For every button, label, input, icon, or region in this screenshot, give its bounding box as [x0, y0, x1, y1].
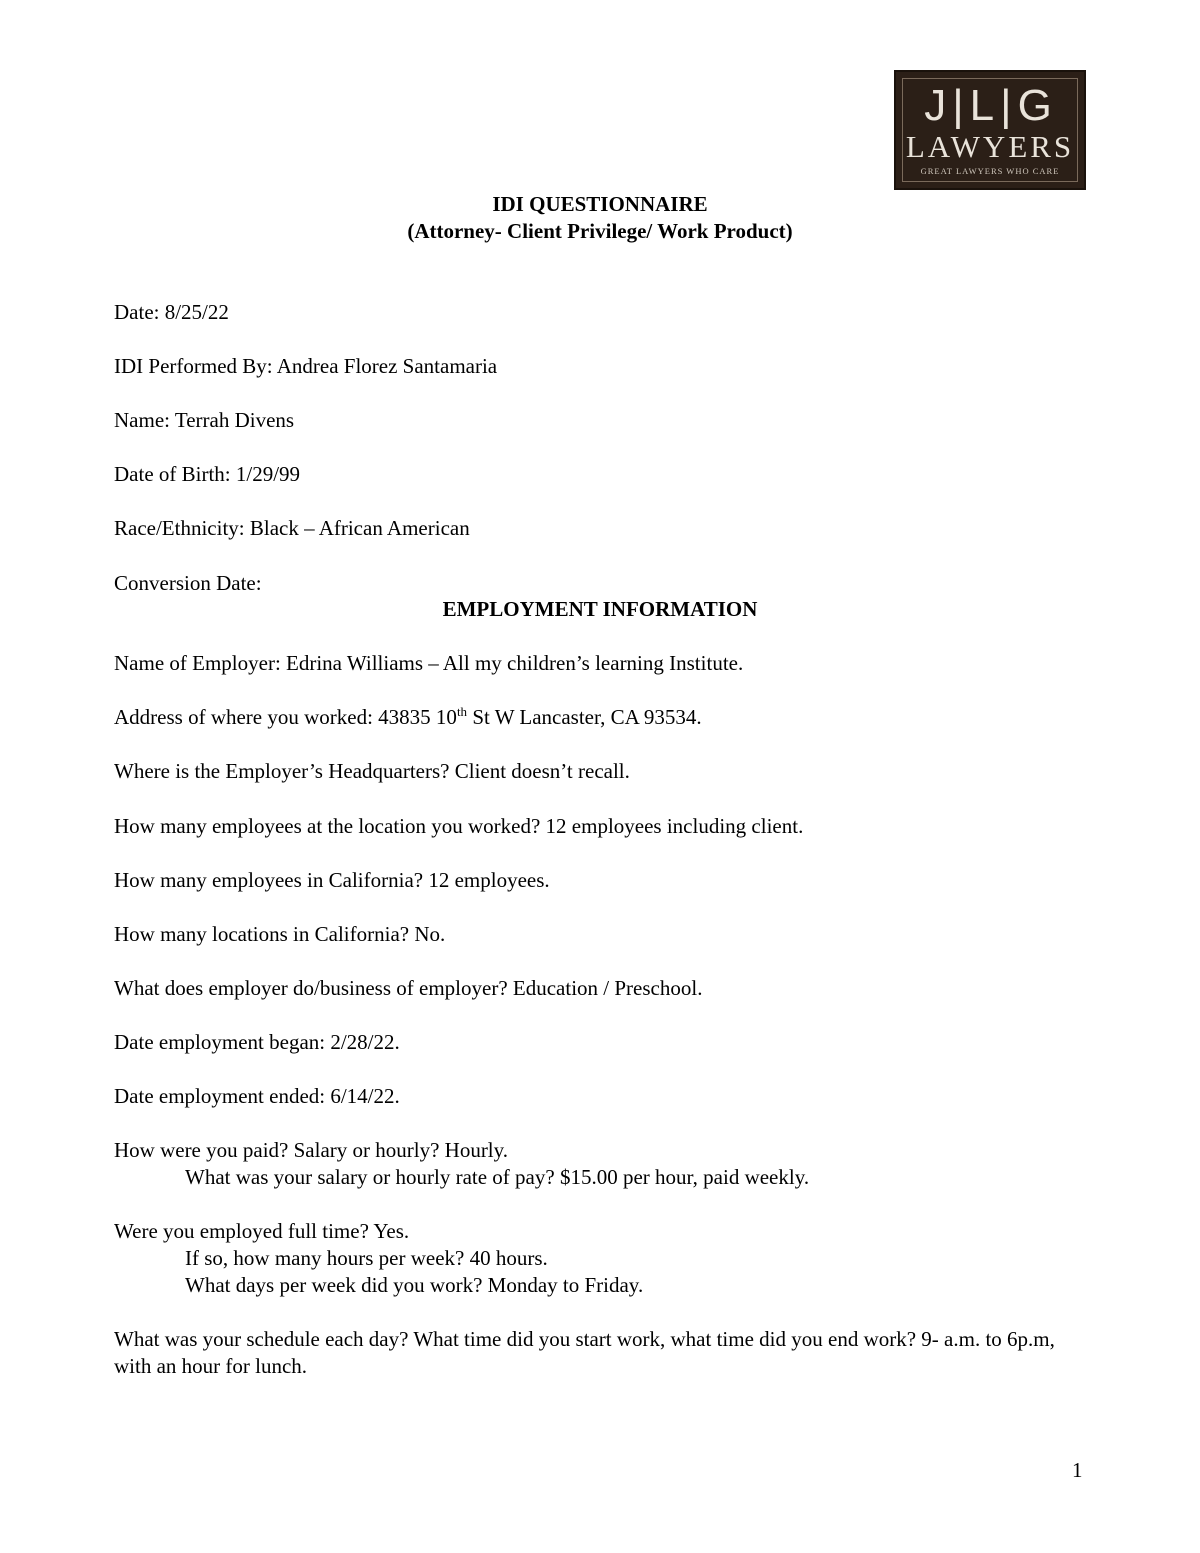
logo-letter-j: J [924, 81, 951, 130]
jlg-lawyers-logo [894, 70, 1086, 190]
logo-letter-l: L [969, 81, 999, 130]
employer-headquarters: Where is the Employer’s Headquarters? Client doesn’t recall. [114, 759, 630, 783]
employment-began: Date employment began: 2/28/22. [114, 1030, 400, 1054]
field-date: Date: 8/25/22 [114, 300, 229, 324]
field-race-ethnicity: Race/Ethnicity: Black – African American [114, 516, 470, 540]
employment-ended: Date employment ended: 6/14/22. [114, 1084, 400, 1108]
logo-tagline: GREAT LAWYERS WHO CARE [920, 166, 1060, 176]
field-date-of-birth: Date of Birth: 1/29/99 [114, 462, 301, 486]
employees-in-california: How many employees in California? 12 employees. [114, 868, 550, 892]
locations-in-california: How many locations in California? No. [114, 922, 446, 946]
page-number: 1 [1072, 1458, 1083, 1482]
document-title: IDI QUESTIONNAIRE [492, 192, 708, 216]
pay-rate: What was your salary or hourly rate of pay? $15.00 per hour, paid weekly. [185, 1165, 810, 1189]
employer-business: What does employer do/business of employer? Education / Preschool. [114, 976, 703, 1000]
logo-letters [896, 82, 1084, 130]
logo-word: LAWYERS [905, 129, 1075, 164]
days-per-week: What days per week did you work? Monday to Friday. [185, 1273, 644, 1297]
logo-divider: | [952, 81, 968, 130]
pay-type: How were you paid? Salary or hourly? Hourly. [114, 1138, 509, 1162]
logo-divider: | [1000, 81, 1016, 130]
full-time-status: Were you employed full time? Yes. [114, 1219, 410, 1243]
employment-heading: EMPLOYMENT INFORMATION [442, 597, 758, 621]
logo-letter-g: G [1017, 81, 1056, 130]
hours-per-week: If so, how many hours per week? 40 hours. [185, 1246, 548, 1270]
address-superscript: th [456, 704, 468, 719]
field-name: Name: Terrah Divens [114, 408, 295, 432]
document-subtitle: (Attorney- Client Privilege/ Work Product) [407, 219, 793, 243]
work-address [114, 704, 702, 730]
employer-name: Name of Employer: Edrina Williams – All my children’s learning Institute. [114, 651, 744, 675]
address-prefix: Address of where you worked: 43835 10 [114, 705, 457, 729]
address-suffix: St W Lancaster, CA 93534. [467, 705, 702, 729]
field-conversion-date: Conversion Date: [114, 571, 262, 595]
field-performed-by: IDI Performed By: Andrea Florez Santamaria [114, 354, 498, 378]
employees-at-location: How many employees at the location you worked? 12 employees including client. [114, 814, 804, 838]
daily-schedule: What was your schedule each day? What time did you start work, what time did you end work? 9- a.m. to 6p.m, with an hour for lunch. [114, 1327, 1055, 1378]
